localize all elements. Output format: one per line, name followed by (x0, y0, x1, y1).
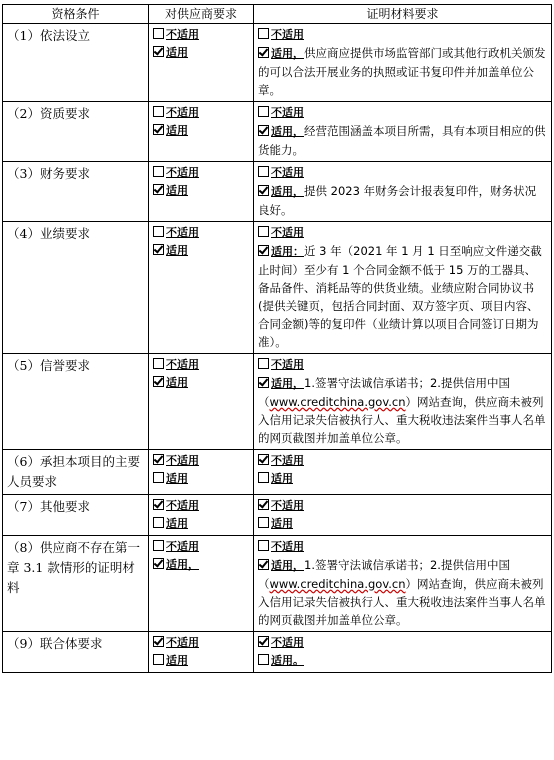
checked-box-icon (258, 245, 269, 256)
checked-box-icon (258, 185, 269, 196)
supplier-option (153, 26, 249, 44)
proof-requirement-cell (254, 495, 552, 536)
supplier-requirement-cell (149, 632, 254, 673)
supplier-option (153, 104, 249, 122)
condition-cell: （9）联合体要求 (3, 632, 149, 673)
empty-box-icon (153, 166, 164, 177)
option-label: 不适用 (166, 226, 199, 239)
option-label: 不适用 (166, 106, 199, 119)
empty-box-icon (153, 654, 164, 665)
checked-box-icon (258, 125, 269, 136)
empty-box-icon (153, 540, 164, 551)
supplier-option (153, 515, 249, 533)
proof-option (258, 26, 547, 44)
proof-option (258, 538, 547, 556)
proof-text: 供应商应提供市场监管部门或其他行政机关颁发的可以合法开展业务的执照或证书复印件并加盖单位公章。 (258, 46, 546, 97)
condition-cell: （3）财务要求 (3, 162, 149, 222)
supplier-option (153, 497, 249, 515)
option-label: 不适用 (271, 454, 304, 467)
supplier-option (153, 556, 249, 574)
proof-requirement-cell (254, 354, 552, 450)
proof-option (258, 470, 547, 488)
supplier-option (153, 374, 249, 392)
option-label: 不适用 (271, 28, 304, 41)
option-label: 适用 (166, 472, 188, 485)
proof-text-after: ）网站查询，供应商未被列入信用记录失信被执行人、重大税收违法案件当事人名单的网页截图并加盖单位公章。 (258, 395, 546, 445)
option-label: 适用 (166, 184, 188, 197)
empty-box-icon (153, 517, 164, 528)
option-label: 不适用 (166, 454, 199, 467)
proof-lead: 适用， (271, 47, 304, 60)
checked-box-icon (258, 47, 269, 58)
empty-box-icon (258, 654, 269, 665)
checked-box-icon (258, 454, 269, 465)
supplier-requirement-cell (149, 222, 254, 354)
proof-lead: 适用： (271, 245, 304, 258)
checked-box-icon (153, 376, 164, 387)
empty-box-icon (153, 472, 164, 483)
supplier-option (153, 242, 249, 260)
empty-box-icon (258, 106, 269, 117)
header-condition: 资格条件 (3, 5, 149, 24)
condition-cell: （5）信誉要求 (3, 354, 149, 450)
proof-option (258, 515, 547, 533)
condition-cell: （7）其他要求 (3, 495, 149, 536)
table-row (3, 632, 552, 673)
checked-box-icon (153, 454, 164, 465)
proof-requirement-cell (254, 222, 552, 354)
option-label: 不适用 (271, 499, 304, 512)
option-label: 适用 (166, 654, 188, 667)
empty-box-icon (258, 517, 269, 528)
checked-box-icon (153, 558, 164, 569)
supplier-option (153, 634, 249, 652)
proof-option (258, 452, 547, 470)
empty-box-icon (153, 106, 164, 117)
supplier-requirement-cell (149, 354, 254, 450)
proof-lead: 适用， (271, 185, 304, 198)
empty-box-icon (258, 166, 269, 177)
option-label: 适用 (166, 517, 188, 530)
proof-description (258, 374, 547, 447)
supplier-option (153, 164, 249, 182)
checked-box-icon (153, 184, 164, 195)
proof-description (258, 242, 547, 351)
condition-cell: （1）依法设立 (3, 24, 149, 102)
option-label: 适用。 (271, 654, 304, 667)
proof-requirement-cell (254, 632, 552, 673)
option-label: 适用 (166, 244, 188, 257)
supplier-option (153, 470, 249, 488)
proof-lead: 适用， (271, 377, 304, 390)
empty-box-icon (258, 540, 269, 551)
table-row (3, 354, 552, 450)
supplier-option (153, 122, 249, 140)
empty-box-icon (258, 226, 269, 237)
qualification-table (2, 4, 552, 673)
option-label: 不适用 (166, 540, 199, 553)
proof-lead: 适用， (271, 559, 304, 572)
creditchina-link[interactable]: www.creditchina.gov.cn (269, 577, 406, 591)
supplier-option (153, 182, 249, 200)
supplier-requirement-cell (149, 162, 254, 222)
checked-box-icon (258, 559, 269, 570)
empty-box-icon (153, 358, 164, 369)
table-row (3, 102, 552, 162)
option-label: 适用 (166, 46, 188, 59)
creditchina-link[interactable]: www.creditchina.gov.cn (269, 395, 406, 409)
proof-requirement-cell (254, 24, 552, 102)
checked-box-icon (153, 124, 164, 135)
option-label: 不适用 (166, 636, 199, 649)
condition-cell: （6）承担本项目的主要人员要求 (3, 450, 149, 495)
condition-cell: （8）供应商不存在第一章 3.1 款情形的证明材料 (3, 536, 149, 632)
proof-requirement-cell (254, 536, 552, 632)
proof-requirement-cell (254, 102, 552, 162)
option-label: 不适用 (271, 226, 304, 239)
proof-lead: 适用， (271, 125, 304, 138)
condition-cell: （4）业绩要求 (3, 222, 149, 354)
empty-box-icon (258, 472, 269, 483)
option-label: 不适用 (271, 166, 304, 179)
proof-requirement-cell (254, 450, 552, 495)
supplier-option (153, 356, 249, 374)
option-label: 适用， (166, 558, 199, 571)
option-label: 不适用 (271, 106, 304, 119)
supplier-requirement-cell (149, 536, 254, 632)
proof-option (258, 104, 547, 122)
checked-box-icon (153, 244, 164, 255)
proof-description (258, 182, 547, 219)
option-label: 不适用 (166, 166, 199, 179)
supplier-requirement-cell (149, 24, 254, 102)
table-row (3, 495, 552, 536)
header-proof-requirement: 证明材料要求 (254, 5, 552, 24)
condition-cell: （2）资质要求 (3, 102, 149, 162)
supplier-requirement-cell (149, 495, 254, 536)
proof-description (258, 44, 547, 99)
proof-text: 近 3 年（2021 年 1 月 1 日至响应文件递交截止时间）至少有 1 个合同金额不低于 15 万的工器具、备品备件、消耗品等的供货业绩。业绩应附合同协议书(提供关键页，包括合同封面、双方签字页、项目内容、合同金额)等的复印件（业绩计算以项目合同签订日期为准）。 (258, 244, 542, 349)
checked-box-icon (153, 46, 164, 57)
table-row (3, 222, 552, 354)
option-label: 不适用 (271, 540, 304, 553)
proof-option (258, 497, 547, 515)
empty-box-icon (258, 28, 269, 39)
table-row (3, 24, 552, 102)
proof-option (258, 634, 547, 652)
option-label: 不适用 (166, 358, 199, 371)
proof-option (258, 164, 547, 182)
table-row (3, 450, 552, 495)
option-label: 适用 (271, 472, 293, 485)
option-label: 适用 (271, 517, 293, 530)
empty-box-icon (258, 358, 269, 369)
proof-option (258, 356, 547, 374)
option-label: 不适用 (166, 499, 199, 512)
supplier-requirement-cell (149, 450, 254, 495)
table-row (3, 162, 552, 222)
supplier-requirement-cell (149, 102, 254, 162)
proof-description (258, 556, 547, 629)
proof-text-before: 1.签署守法诚信承诺书；2.提供信用中国（ (258, 558, 510, 591)
supplier-option (153, 538, 249, 556)
option-label: 适用 (166, 124, 188, 137)
proof-text-before: 1.签署守法诚信承诺书；2.提供信用中国（ (258, 376, 510, 409)
option-label: 适用 (166, 376, 188, 389)
empty-box-icon (153, 226, 164, 237)
proof-text: 经营范围涵盖本项目所需，具有本项目相应的供货能力。 (258, 124, 546, 157)
proof-requirement-cell (254, 162, 552, 222)
checked-box-icon (153, 499, 164, 510)
table-row (3, 536, 552, 632)
header-supplier-requirement: 对供应商要求 (149, 5, 254, 24)
supplier-option (153, 652, 249, 670)
option-label: 不适用 (166, 28, 199, 41)
checked-box-icon (258, 499, 269, 510)
option-label: 不适用 (271, 358, 304, 371)
proof-text-after: ）网站查询，供应商未被列入信用记录失信被执行人、重大税收违法案件当事人名单的网页截图并加盖单位公章。 (258, 577, 546, 627)
proof-option (258, 224, 547, 242)
proof-text: 提供 2023 年财务会计报表复印件，财务状况良好。 (258, 184, 537, 217)
checked-box-icon (153, 636, 164, 647)
empty-box-icon (153, 28, 164, 39)
proof-description (258, 122, 547, 159)
option-label: 不适用 (271, 636, 304, 649)
table-header-row (3, 5, 552, 24)
supplier-option (153, 224, 249, 242)
checked-box-icon (258, 377, 269, 388)
checked-box-icon (258, 636, 269, 647)
supplier-option (153, 452, 249, 470)
supplier-option (153, 44, 249, 62)
proof-option (258, 652, 547, 670)
